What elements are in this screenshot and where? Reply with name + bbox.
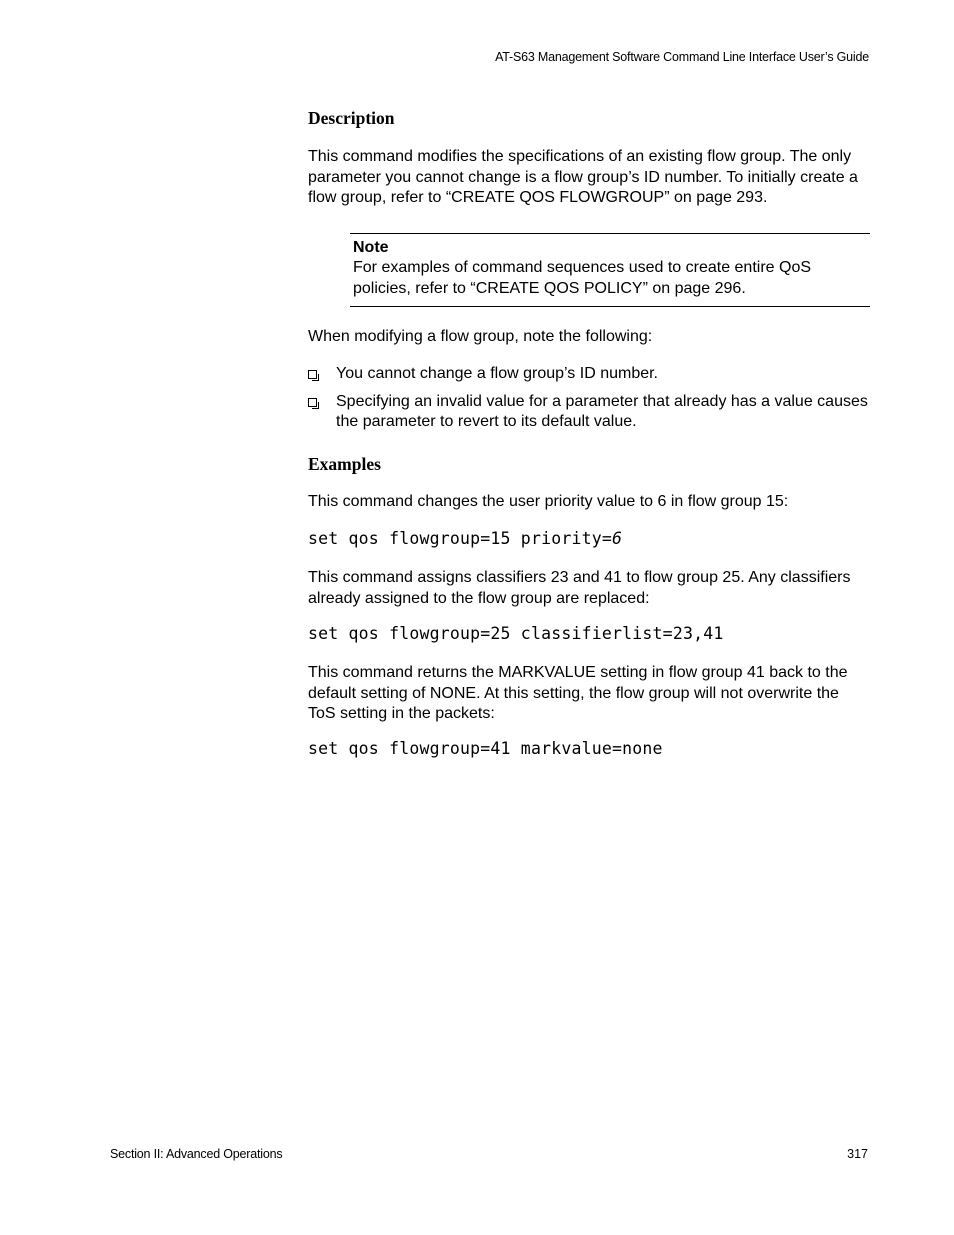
note-box [350, 233, 870, 307]
bullet-text: You cannot change a flow group’s ID number. [336, 365, 658, 382]
list-item [308, 392, 870, 433]
command-text: set qos flowgroup=15 priority= [308, 529, 613, 548]
modify-intro-paragraph: When modifying a flow group, note the following: [308, 328, 653, 345]
example-command: set qos flowgroup=25 classifierlist=23,41 [308, 624, 724, 643]
description-heading: Description [308, 108, 395, 128]
example-paragraph: This command changes the user priority value to 6 in flow group 15: [308, 493, 789, 510]
description-paragraph: This command modifies the specifications of an existing flow group. The only parameter you cannot change is a flow group’s ID number. To initially create a flow group, refer to “CREATE QOS FLOWGROUP” on page 293. [308, 148, 858, 207]
bullet-text: Specifying an invalid value for a parameter that already has a value causes the parameter to revert to its default value. [336, 392, 868, 431]
note-title: Note [353, 239, 389, 256]
checkbox-bullet-icon [308, 398, 317, 407]
example-paragraph: This command returns the MARKVALUE setting in flow group 41 back to the default setting of NONE. At this setting, the flow group will not overwrite the ToS setting in the packets: [308, 664, 848, 723]
footer-section: Section II: Advanced Operations [110, 1147, 283, 1161]
example-paragraph: This command assigns classifiers 23 and 41 to flow group 25. Any classifiers already assigned to the flow group are replaced: [308, 569, 851, 607]
examples-heading: Examples [308, 454, 381, 474]
bullet-list [308, 364, 870, 433]
note-body: For examples of command sequences used to create entire QoS policies, refer to “CREATE QOS POLICY” on page 296. [353, 259, 812, 297]
command-variable: 6 [612, 529, 623, 548]
example-command [308, 529, 622, 548]
list-item [308, 364, 870, 385]
page-number: 317 [847, 1147, 868, 1161]
running-header: AT-S63 Management Software Command Line Interface User’s Guide [495, 50, 869, 64]
checkbox-bullet-icon [308, 370, 317, 379]
example-command: set qos flowgroup=41 markvalue=none [308, 739, 663, 758]
